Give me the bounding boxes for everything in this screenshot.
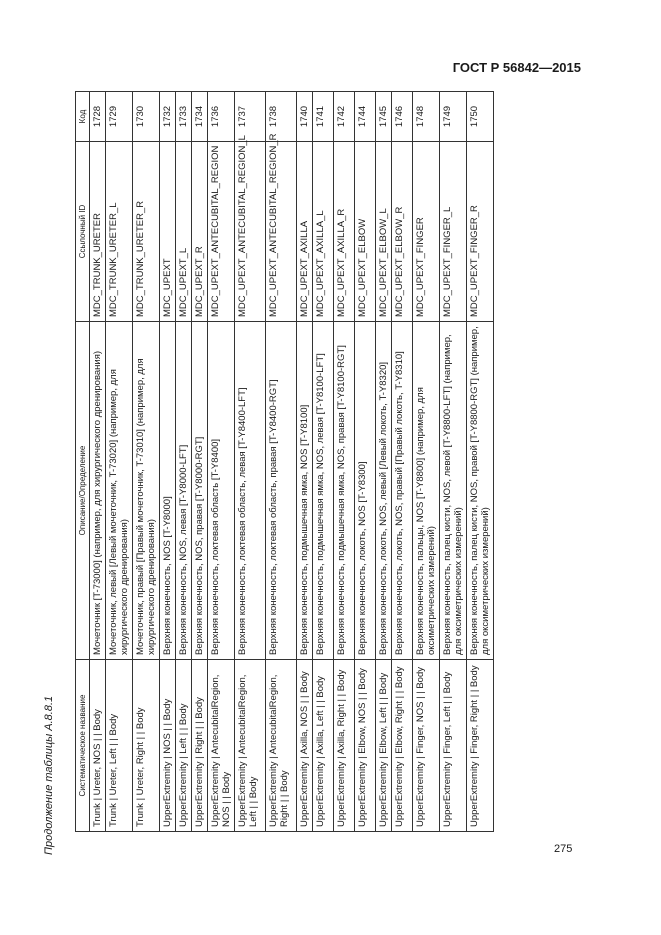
cell-reference-id: MDC_UPEXT_AXILLA_L <box>313 142 334 322</box>
cell-code: 1741 <box>313 92 334 142</box>
cell-systematic-name: UpperExtremity | Elbow, NOS | | Body <box>355 660 376 832</box>
cell-reference-id: MDC_UPEXT_ELBOW <box>355 142 376 322</box>
cell-description: Верхняя конечность, палец кисти, NOS, правой [T-Y8800-RGT] (например, для оксиметрических измерений) <box>467 322 494 660</box>
cell-reference-id: MDC_UPEXT_ANTECUBITAL_REGION <box>208 142 235 322</box>
cell-reference-id: MDC_UPEXT_FINGER_R <box>467 142 494 322</box>
cell-code: 1748 <box>413 92 440 142</box>
header-code: Код <box>76 92 90 142</box>
table-frame <box>75 92 585 832</box>
cell-description: Верхняя конечность, пальцы, NOS [T-Y8800] (например, для оксиметрических измерений) <box>413 322 440 660</box>
cell-systematic-name: UpperExtremity | Elbow, Right | | Body <box>392 660 413 832</box>
cell-systematic-name: UpperExtremity | AntecubitalRegion, Left | | Body <box>235 660 266 832</box>
cell-systematic-name: Trunk | Ureter, Right | | Body <box>133 660 160 832</box>
cell-reference-id: MDC_UPEXT_FINGER <box>413 142 440 322</box>
cell-code: 1734 <box>192 92 208 142</box>
table-row <box>334 92 355 832</box>
cell-reference-id: MDC_UPEXT <box>160 142 176 322</box>
table-row <box>355 92 376 832</box>
table-row <box>208 92 235 832</box>
header-description: Описание/Определение <box>76 322 90 660</box>
table-row <box>413 92 440 832</box>
table-caption: Продолжение таблицы А.8.8.1 <box>43 695 55 855</box>
cell-code: 1732 <box>160 92 176 142</box>
cell-reference-id: MDC_TRUNK_URETER_R <box>133 142 160 322</box>
cell-systematic-name: UpperExtremity | Axilla, Left | | Body <box>313 660 334 832</box>
header-reference-id: Ссылочный ID <box>76 142 90 322</box>
cell-description: Верхняя конечность, подмышечная ямка, NOS [T-Y8100] <box>297 322 313 660</box>
table-header-row <box>76 92 90 832</box>
table-row <box>133 92 160 832</box>
cell-systematic-name: UpperExtremity | Finger, NOS | | Body <box>413 660 440 832</box>
cell-reference-id: MDC_TRUNK_URETER_L <box>106 142 133 322</box>
cell-code: 1749 <box>440 92 467 142</box>
document-title: ГОСТ Р 56842—2015 <box>452 60 581 75</box>
cell-description: Верхняя конечность, локоть, NOS, левый [Левый локоть, T-Y8320] <box>376 322 392 660</box>
table-row <box>297 92 313 832</box>
cell-description: Верхняя конечность, локоть, NOS [T-Y8300] <box>355 322 376 660</box>
table-row <box>440 92 467 832</box>
cell-description: Мочеточник [T-73000] (например, для хирургического дренирования) <box>90 322 106 660</box>
cell-description: Верхняя конечность, локтевая область, левая [T-Y8400-LFT] <box>235 322 266 660</box>
cell-systematic-name: Trunk | Ureter, NOS | | Body <box>90 660 106 832</box>
cell-systematic-name: UpperExtremity | NOS | | Body <box>160 660 176 832</box>
cell-code: 1730 <box>133 92 160 142</box>
cell-description: Верхняя конечность, NOS, правая [T-Y8000-RGT] <box>192 322 208 660</box>
table-row <box>176 92 192 832</box>
cell-reference-id: MDC_UPEXT_ELBOW_R <box>392 142 413 322</box>
cell-description: Верхняя конечность, локтевая область, правая [T-Y8400-RGT] <box>266 322 297 660</box>
cell-reference-id: MDC_UPEXT_L <box>176 142 192 322</box>
cell-reference-id: MDC_UPEXT_AXILLA <box>297 142 313 322</box>
table-body <box>90 92 494 832</box>
cell-code: 1728 <box>90 92 106 142</box>
cell-systematic-name: UpperExtremity | AntecubitalRegion, NOS | | Body <box>208 660 235 832</box>
cell-code: 1729 <box>106 92 133 142</box>
cell-code: 1746 <box>392 92 413 142</box>
header-systematic-name: Систематическое название <box>76 660 90 832</box>
cell-code: 1737 <box>235 92 266 142</box>
cell-code: 1740 <box>297 92 313 142</box>
cell-systematic-name: Trunk | Ureter, Left | | Body <box>106 660 133 832</box>
cell-systematic-name: UpperExtremity | Finger, Left | | Body <box>440 660 467 832</box>
cell-description: Верхняя конечность, локоть, NOS, правый [Правый локоть, T-Y8310] <box>392 322 413 660</box>
cell-systematic-name: UpperExtremity | Finger, Right | | Body <box>467 660 494 832</box>
cell-code: 1733 <box>176 92 192 142</box>
table-row <box>266 92 297 832</box>
cell-code: 1736 <box>208 92 235 142</box>
table-row <box>160 92 176 832</box>
table-row <box>106 92 133 832</box>
page-number: 275 <box>554 843 573 855</box>
cell-reference-id: MDC_UPEXT_AXILLA_R <box>334 142 355 322</box>
cell-reference-id: MDC_UPEXT_R <box>192 142 208 322</box>
cell-reference-id: MDC_UPEXT_ELBOW_L <box>376 142 392 322</box>
cell-reference-id: MDC_UPEXT_FINGER_L <box>440 142 467 322</box>
cell-reference-id: MDC_UPEXT_ANTECUBITAL_REGION_R <box>266 142 297 322</box>
cell-code: 1744 <box>355 92 376 142</box>
cell-systematic-name: UpperExtremity | AntecubitalRegion, Right | | Body <box>266 660 297 832</box>
cell-description: Верхняя конечность, NOS [T-Y8000] <box>160 322 176 660</box>
cell-description: Верхняя конечность, локтевая область [T-Y8400] <box>208 322 235 660</box>
table-row <box>313 92 334 832</box>
cell-systematic-name: UpperExtremity | Right | | Body <box>192 660 208 832</box>
table-row <box>376 92 392 832</box>
cell-description: Верхняя конечность, палец кисти, NOS, левой [T-Y8800-LFT] (например, для оксиметрических измерений) <box>440 322 467 660</box>
cell-reference-id: MDC_UPEXT_ANTECUBITAL_REGION_L <box>235 142 266 322</box>
cell-description: Мочеточник, левый [Левый мочеточник, T-73020] (например, для хирургического дренирования) <box>106 322 133 660</box>
cell-code: 1745 <box>376 92 392 142</box>
table-row <box>392 92 413 832</box>
cell-reference-id: MDC_TRUNK_URETER <box>90 142 106 322</box>
cell-systematic-name: UpperExtremity | Axilla, Right | | Body <box>334 660 355 832</box>
table-row <box>467 92 494 832</box>
cell-code: 1738 <box>266 92 297 142</box>
cell-description: Верхняя конечность, подмышечная ямка, NOS, левая [T-Y8100-LFT] <box>313 322 334 660</box>
cell-systematic-name: UpperExtremity | Elbow, Left | | Body <box>376 660 392 832</box>
terms-table <box>75 91 494 832</box>
table-row <box>235 92 266 832</box>
cell-systematic-name: UpperExtremity | Axilla, NOS | | Body <box>297 660 313 832</box>
rotated-table-wrapper <box>75 92 585 832</box>
cell-description: Мочеточник, правый [Правый мочеточник, T-73010] (например, для хирургического дренирования) <box>133 322 160 660</box>
cell-code: 1750 <box>467 92 494 142</box>
cell-systematic-name: UpperExtremity | Left | | Body <box>176 660 192 832</box>
table-row <box>90 92 106 832</box>
table-row <box>192 92 208 832</box>
cell-description: Верхняя конечность, подмышечная ямка, NOS, правая [T-Y8100-RGT] <box>334 322 355 660</box>
cell-description: Верхняя конечность, NOS, левая [T-Y8000-LFT] <box>176 322 192 660</box>
cell-code: 1742 <box>334 92 355 142</box>
